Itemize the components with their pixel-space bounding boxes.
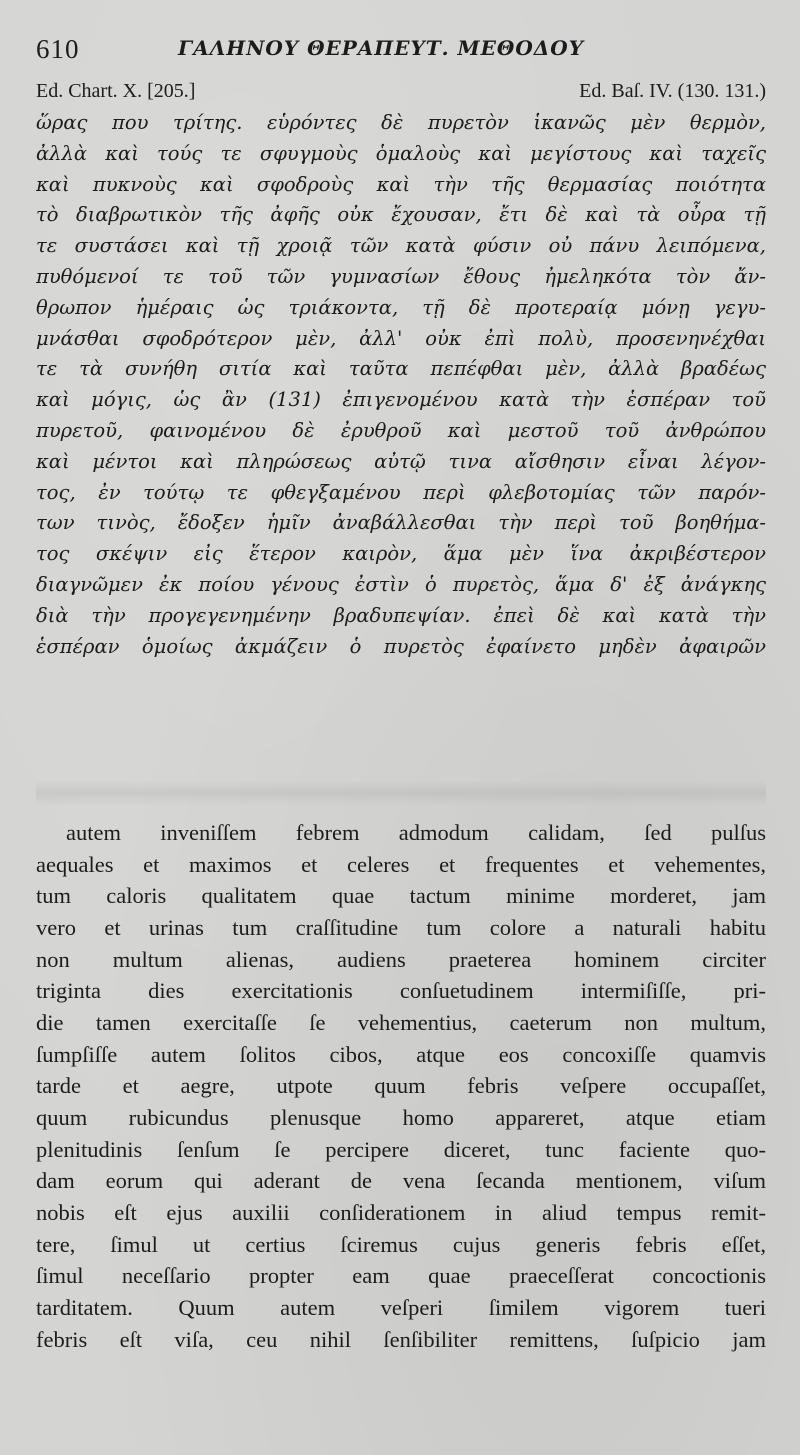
greek-line: θρωπον ἡμέραις ὡς τριάκοντα, τῇ δὲ προτεραίᾳ μόνῃ γεγυ- (36, 295, 766, 319)
latin-line: febris eſt viſa, ceu nihil ſenſibiliter remittens, ſuſpicio jam (36, 1326, 766, 1352)
latin-line: non multum alienas, audiens praeterea hominem circiter (36, 946, 766, 972)
latin-line: die tamen exercitaſſe ſe vehementius, caeterum non multum, (36, 1009, 766, 1035)
greek-text-block (36, 108, 766, 662)
page-number: 610 (36, 34, 80, 64)
greek-line: των τινὸς, ἔδοξεν ἡμῖν ἀναβάλλεσθαι τὴν περὶ τοῦ βοηθήμα- (36, 511, 766, 535)
greek-line: διὰ τὴν προγεγενημένην βραδυπεψίαν. ἐπεὶ δὲ καὶ κατὰ τὴν (36, 603, 766, 627)
latin-line: dam eorum qui aderant de vena ſecanda mentionem, viſum (36, 1168, 766, 1194)
latin-line: triginta dies exercitationis conſuetudinem intermiſiſſe, pri- (36, 978, 766, 1004)
greek-line: πυθόμενοί τε τοῦ τῶν γυμνασίων ἔθους ἠμεληκότα τὸν ἄν- (36, 264, 766, 288)
greek-line: διαγνῶμεν ἐκ ποίου γένους ἐστὶν ὁ πυρετὸς, ἅμα δ' ἐξ ἀνάγκης (36, 572, 766, 596)
greek-line: ἀλλὰ καὶ τούς τε σφυγμοὺς ὁμαλοὺς καὶ μεγίστους καὶ ταχεῖς (36, 141, 766, 165)
greek-line: καὶ μόγις, ὡς ἂν (131) ἐπιγενομένου κατὰ τὴν ἑσπέραν τοῦ (36, 388, 766, 412)
latin-line: tarditatem. Quum autem veſperi ſimilem vigorem tueri (36, 1294, 766, 1320)
latin-line: tere, ſimul ut certius ſciremus cujus generis febris eſſet, (36, 1231, 766, 1257)
greek-line: καὶ πυκνοὺς καὶ σφοδροὺς καὶ τὴν τῆς θερμασίας ποιότητα (36, 172, 766, 196)
greek-line: τὸ διαβρωτικὸν τῆς ἀφῆς οὐκ ἔχουσαν, ἔτι δὲ καὶ τὰ οὖρα τῇ (36, 203, 766, 227)
latin-text-block (36, 817, 766, 1355)
greek-line: πυρετοῦ, φαινομένου δὲ ἐρυθροῦ καὶ μεστοῦ τοῦ ἀνθρώπου (36, 418, 766, 442)
greek-line: τε τὰ συνήθη σιτία καὶ ταῦτα πεπέφθαι μὲν, ἀλλὰ βραδέως (36, 357, 766, 381)
greek-line: τος σκέψιν εἰς ἕτερον καιρὸν, ἅμα μὲν ἵνα ἀκριβέστερον (36, 542, 766, 566)
latin-line: quum rubicundus plenusque homo appareret, atque etiam (36, 1104, 766, 1130)
edition-reference-left: Ed. Chart. X. [205.] (36, 80, 196, 102)
show-through-strip (36, 780, 766, 806)
latin-line: plenitudinis ſenſum ſe percipere diceret, tunc faciente quo- (36, 1136, 766, 1162)
greek-line: καὶ μέντοι καὶ πληρώσεως αὐτῷ τινα αἴσθησιν εἶναι λέγον- (36, 449, 766, 473)
latin-line: ſumpſiſſe autem ſolitos cibos, atque eos concoxiſſe quamvis (36, 1041, 766, 1067)
greek-line: τε συστάσει καὶ τῇ χροιᾷ τῶν κατὰ φύσιν οὐ πάνυ λειπόμενα, (36, 234, 766, 258)
edition-reference-right: Ed. Baſ. IV. (130. 131.) (579, 80, 766, 102)
latin-line: vero et urinas tum craſſitudine tum colore a naturali habitu (36, 914, 766, 940)
latin-line: nobis eſt ejus auxilii conſiderationem in aliud tempus remit- (36, 1199, 766, 1225)
greek-line: τος, ἐν τούτῳ τε φθεγξαμένου περὶ φλεβοτομίας τῶν παρόν- (36, 480, 766, 504)
greek-line: ὥρας που τρίτης. εὑρόντες δὲ πυρετὸν ἱκανῶς μὲν θερμὸν, (36, 111, 766, 134)
latin-line: autem inveniſſem febrem admodum calidam, ſed pulſus (66, 820, 766, 845)
greek-line: μνάσθαι σφοδρότερον μὲν, ἀλλ' οὐκ ἐπὶ πολὺ, προσενηνέχθαι (36, 326, 766, 350)
latin-line: tum caloris qualitatem quae tactum minime morderet, jam (36, 883, 766, 909)
latin-line: ſimul neceſſario propter eam quae praeceſſerat concoctionis (36, 1263, 766, 1289)
greek-line: ἑσπέραν ὁμοίως ἀκμάζειν ὁ πυρετὸς ἐφαίνετο μηδὲν ἀφαιρῶν (36, 634, 766, 658)
running-title: ΓΑΛΗΝΟΥ ΘΕΡΑΠΕΥΤ. ΜΕΘΟΔΟΥ (178, 36, 584, 60)
latin-line: aequales et maximos et celeres et frequentes et vehementes, (36, 851, 766, 877)
latin-line: tarde et aegre, utpote quum febris veſpere occupaſſet, (36, 1073, 766, 1099)
